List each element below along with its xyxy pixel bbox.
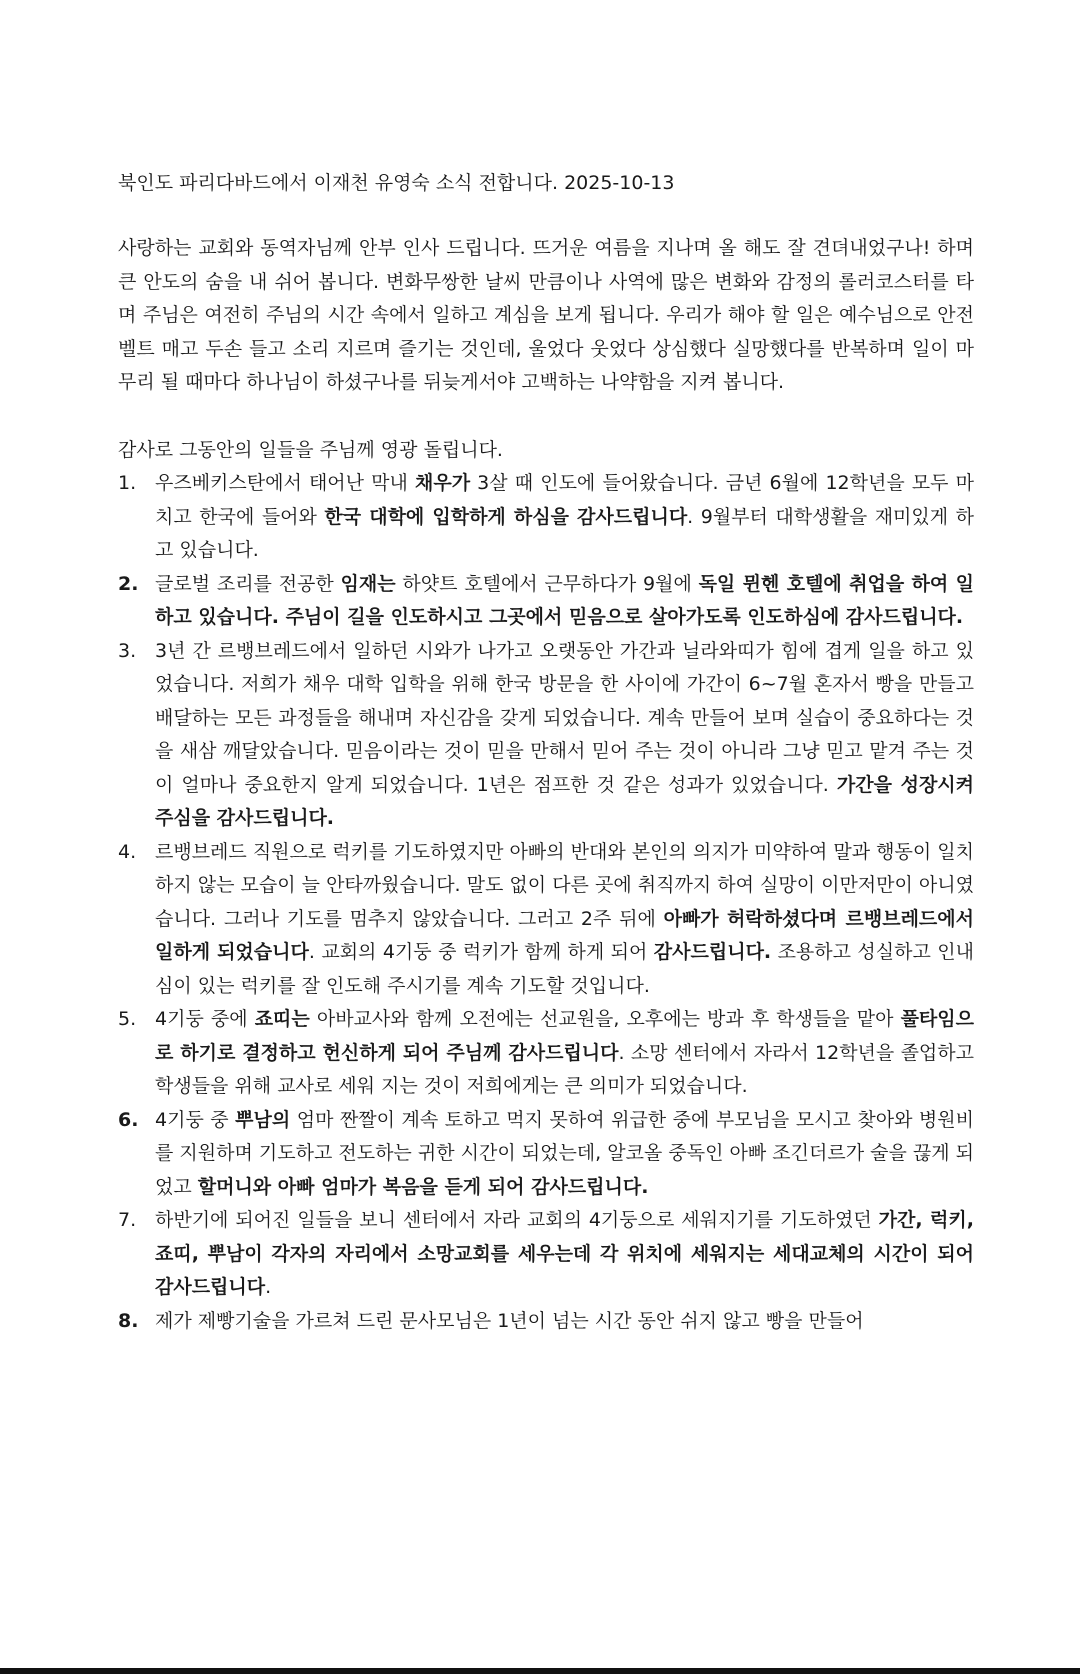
text-run: 글로벌 조리를 전공한 xyxy=(155,572,341,595)
bold-text-run: 죠띠는 xyxy=(254,1008,310,1030)
bold-text-run: 가간을 성장시켜 주심을 감사드립니다. xyxy=(155,773,975,829)
text-run: . 9월부터 대학생활을 재미있게 하고 있습니다. xyxy=(155,505,974,561)
list-item xyxy=(118,1003,974,1104)
text-run: 조용하고 성실하고 인내심이 있는 럭키를 잘 인도해 주시기를 계속 기도할 것입니다. xyxy=(155,941,974,997)
bold-text-run: 가간, 럭키, 죠띠, 뿌남이 각자의 자리에서 소망교회를 세우는데 각 위치에 세워지는 세대교체의 시간이 되어 감사드립니다 xyxy=(155,1209,974,1298)
text-run: 하얏트 호텔에서 근무하다가 9월에 xyxy=(395,572,699,595)
bold-text-run: 아빠가 허락하셨다며 르뱅브레드에서 일하게 되었습니다 xyxy=(155,907,974,963)
letter-page xyxy=(118,168,974,1338)
thanks-heading: 감사로 그동안의 일들을 주님께 영광 돌립니다. xyxy=(118,438,503,461)
item-text xyxy=(155,640,974,830)
bold-text-run: 할머니와 아빠 엄마가 복음을 듣게 되어 감사드립니다. xyxy=(197,1175,649,1198)
item-text xyxy=(155,1109,974,1198)
item-text xyxy=(155,1310,864,1332)
list-item xyxy=(118,1305,974,1339)
item-number: 1. xyxy=(118,472,137,494)
bold-text-run: 감사드립니다. xyxy=(653,941,772,963)
text-run: . 교회의 4기둥 중 럭키가 함께 하게 되어 xyxy=(308,941,654,963)
item-text xyxy=(155,841,974,997)
intro-paragraph: 사랑하는 교회와 동역자님께 안부 인사 드립니다. 뜨거운 여름을 지나며 올 해도 잘 견뎌내었구나! 하며 큰 안도의 숨을 내 쉬어 봅니다. 변화무쌍한 날씨 만큼이나 사역에 많은 변화와 감정의 롤러코스터를 타며 주님은 여전히 주님의 시간 속에서 일하고 계심을 보게 됩니다. 우리가 해야 할 일은 예수님으로 안전벨트 매고 두손 들고 소리 지르며 즐기는 것인데, 울었다 웃었다 상심했다 실망했다를 반복하며 일이 마무리 될 때마다 하나님이 하셨구나를 뒤늦게서야 고백하는 나약함을 지켜 봅니다. xyxy=(118,237,974,393)
bold-text-run: 채우가 xyxy=(414,472,471,494)
item-text xyxy=(155,1209,974,1298)
thanks-list xyxy=(118,467,974,1338)
bold-text-run: 임재는 xyxy=(340,572,396,595)
text-run: . 소망 센터에서 자라서 12학년을 졸업하고 학생들을 위해 교사로 세워 지는 것이 저희에게는 큰 의미가 되었습니다. xyxy=(155,1041,974,1097)
item-number: 5. xyxy=(118,1008,137,1030)
list-item xyxy=(118,467,974,568)
text-run: 우즈베키스탄에서 태어난 막내 xyxy=(155,472,415,494)
item-text xyxy=(155,472,974,561)
item-number: 8. xyxy=(118,1309,139,1332)
list-item xyxy=(118,1204,974,1305)
text-run: 하반기에 되어진 일들을 보니 센터에서 자라 교회의 4기둥으로 세워지기를 기도하였던 xyxy=(155,1209,879,1231)
text-run: 르뱅브레드 직원으로 럭키를 기도하였지만 아빠의 반대와 본인의 의지가 미약하여 말과 행동이 일치하지 않는 모습이 늘 안타까웠습니다. 말도 없이 다른 곳에 취직까지 하여 실망이 이만저만이 아니였습니다. 그러나 기도를 멈추지 않았습니다. 그러고 2주 뒤에 xyxy=(155,840,974,930)
list-item xyxy=(118,1104,974,1205)
text-run: 엄마 짠짤이 계속 토하고 먹지 못하여 위급한 중에 부모님을 모시고 찾아와 병원비를 지원하며 기도하고 전도하는 귀한 시간이 되었는데, 알코올 중독인 아빠 조긴더르가 술을 끊게 되었고 xyxy=(155,1108,974,1198)
item-text xyxy=(155,573,974,629)
bold-text-run: 한국 대학에 입학하게 하심을 감사드립니다 xyxy=(324,505,688,528)
paragraph-gap xyxy=(118,400,974,434)
item-number: 7. xyxy=(118,1209,137,1231)
item-number: 4. xyxy=(118,840,137,863)
list-item xyxy=(118,836,974,1004)
item-number: 2. xyxy=(118,572,139,595)
text-run: 4기둥 중에 xyxy=(155,1008,255,1030)
text-run: 제가 제빵기술을 가르쳐 드린 문사모님은 1년이 넘는 시간 동안 쉬지 않고 빵을 만들어 xyxy=(155,1309,864,1332)
text-run: 3살 때 인도에 들어왔습니다. 금년 6월에 12학년을 모두 마치고 한국에 들어와 xyxy=(155,472,974,528)
list-item xyxy=(118,635,974,836)
item-number: 6. xyxy=(118,1108,139,1131)
text-run: 4기둥 중 xyxy=(155,1108,236,1131)
text-run: 아바교사와 함께 오전에는 선교원을, 오후에는 방과 후 학생들을 맡아 xyxy=(309,1008,901,1030)
page-bottom-border xyxy=(0,1668,1080,1674)
bold-text-run: 풀타임으로 하기로 결정하고 헌신하게 되어 주님께 감사드립니다 xyxy=(155,1008,974,1064)
list-item xyxy=(118,568,974,635)
item-number: 3. xyxy=(118,639,137,662)
item-text xyxy=(155,1008,974,1097)
bold-text-run: 독일 뮌헨 호텔에 취업을 하여 일하고 있습니다. 주님이 길을 인도하시고 그곳에서 믿음으로 살아가도록 인도하심에 감사드립니다. xyxy=(155,572,974,628)
bold-text-run: 뿌남의 xyxy=(235,1108,291,1131)
text-run: . xyxy=(265,1276,272,1298)
text-run: 3년 간 르뱅브레드에서 일하던 시와가 나가고 오랫동안 가간과 닐라와띠가 힘에 겹게 일을 하고 있었습니다. 저희가 채우 대학 입학을 위해 한국 방문을 한 사이에 가간이 6~7월 혼자서 빵을 만들고 배달하는 모든 과정들을 해내며 자신감을 갖게 되었습니다. 계속 만들어 보며 실습이 중요하다는 것을 새삼 깨달았습니다. 믿음이라는 것이 믿을 만해서 믿어 주는 것이 아니라 그냥 믿고 맡겨 주는 것이 얼마나 중요한지 알게 되었습니다. 1년은 점프한 것 같은 성과가 있었습니다. xyxy=(155,639,974,796)
letter-title: 북인도 파리다바드에서 이재천 유영숙 소식 전합니다. 2025-10-13 xyxy=(118,172,675,194)
